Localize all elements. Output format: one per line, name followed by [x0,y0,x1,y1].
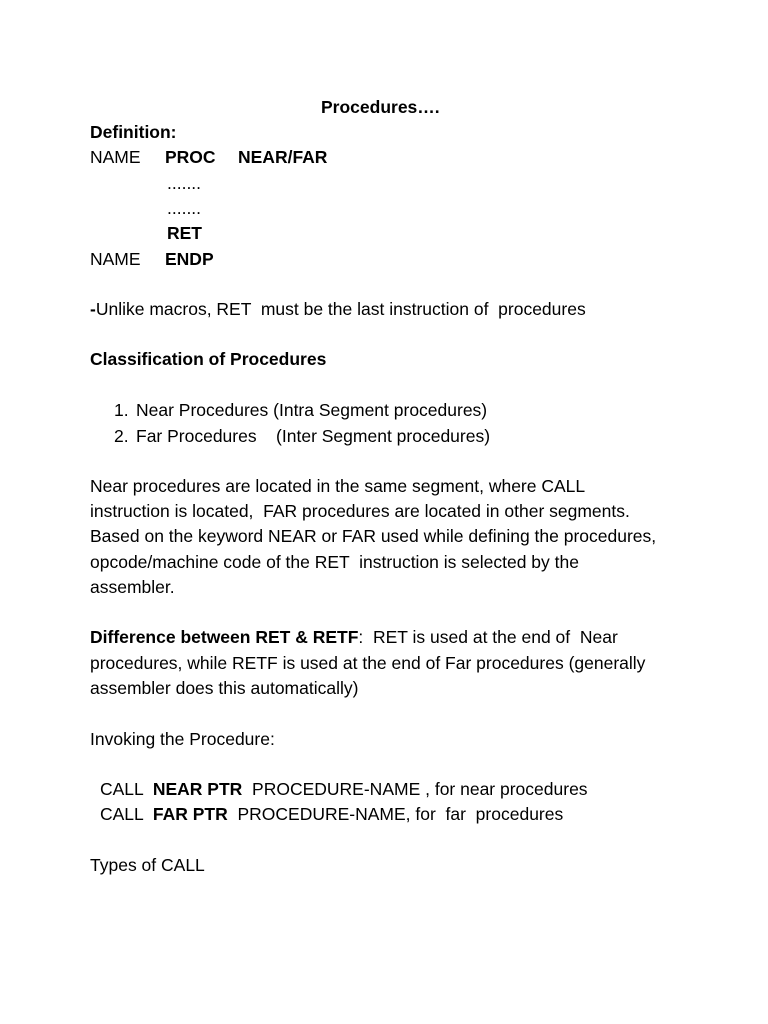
definition-heading: Definition: [90,122,177,142]
syntax-dots-1: ....... [167,173,202,193]
ret-note-dash: - [90,299,96,319]
paragraph-line: instruction is located, FAR procedures are located in other segments. [90,501,630,521]
call-keyword: CALL [100,804,153,824]
paragraph-line: Near procedures are located in the same segment, where CALL [90,476,586,496]
paragraph-line: Based on the keyword NEAR or FAR used while defining the procedures, [90,526,657,546]
list-item: Near Procedures (Intra Segment procedures) [136,400,488,420]
syntax-nearfar: NEAR/FAR [238,147,328,167]
difference-text: : RET is used at the end of Near [358,627,618,647]
call-far-line [100,802,563,827]
far-ptr: FAR PTR [152,804,228,824]
call-rest: PROCEDURE-NAME , for near procedures [242,779,588,799]
call-rest: PROCEDURE-NAME, for far procedures [227,804,564,824]
list-item-num: 2. [114,426,129,446]
ret-note [90,297,586,322]
classification-heading: Classification of Procedures [90,349,327,369]
difference-line-3: assembler does this automatically) [90,678,359,698]
syntax-name-2: NAME [90,249,141,269]
difference-label: Difference between RET & RETF [90,627,359,647]
call-keyword: CALL [100,779,153,799]
syntax-proc: PROC [165,147,216,167]
page-title: Procedures…. [321,97,440,117]
paragraph-line: opcode/machine code of the RET instruction is selected by the [90,552,579,572]
list-item: Far Procedures (Inter Segment procedures) [136,426,491,446]
syntax-ret: RET [167,223,202,243]
paragraph-line: assembler. [90,577,175,597]
difference-line-2: procedures, while RETF is used at the end of Far procedures (generally [90,653,646,673]
call-near-line [100,777,588,802]
ret-note-text: Unlike macros, RET must be the last instruction of procedures [95,299,586,319]
invoking-heading: Invoking the Procedure: [90,729,275,749]
list-item-num: 1. [114,400,129,420]
syntax-dots-2: ....... [167,198,202,218]
syntax-name-1: NAME [90,147,141,167]
syntax-endp: ENDP [165,249,214,269]
types-of-call-heading: Types of CALL [90,855,205,875]
near-ptr: NEAR PTR [152,779,243,799]
difference-line-1 [90,625,618,650]
